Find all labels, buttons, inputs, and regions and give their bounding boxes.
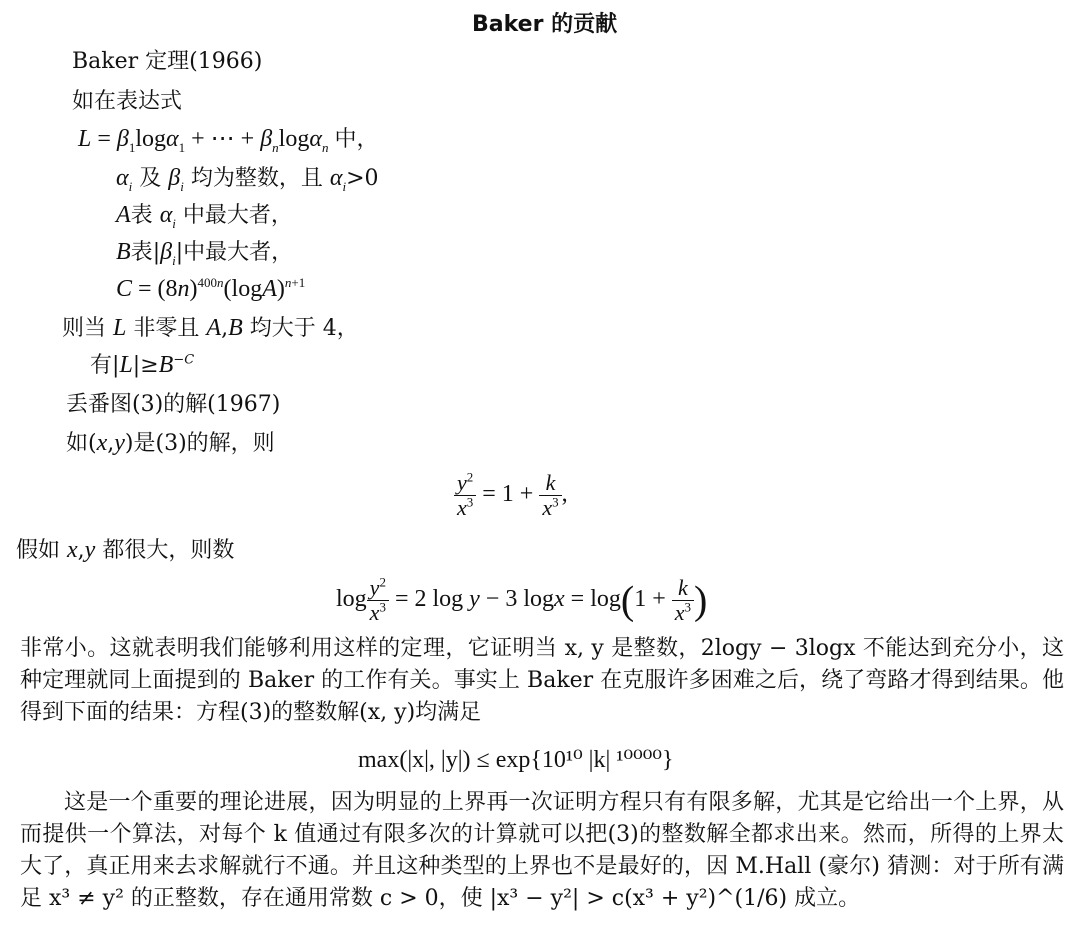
condition-integers: $\alpha_i$ 及 $\beta_i$ 均为整数，且 $\alpha_i>0$ [116, 165, 379, 194]
paragraph-progress: 这是一个重要的理论进展，因为明显的上界再一次证明方程只有有限多解，尤其是它给出一个上界，从而提供一个算法，对每个 k 值通过有限多次的计算就可以把(3)的整数解全都求出来。然而，所得的上界太大了，真正用来去求解就行不通。并且这种类型的上界也不是最好的，因 M.Hall (豪尔) 猜测：对于所有满足 x³ ≠ y² 的正整数，存在通用常数 c > 0，使 |x³ − y²| > c(x³ + y²)^(1/6) 成立。 [20, 790, 1064, 911]
cond3b-text: 中最大者， [183, 240, 294, 265]
condition-B: B表$|\beta_i|$中最大者， [116, 239, 294, 268]
equation-ratio: $\frac{y^2}{x^3}$ = 1 + $\frac{k}{x^3}$ , [454, 470, 568, 520]
conclusion: 有$|L|\ge B^{-C}$ [90, 352, 195, 378]
paragraph-small: 非常小。这就表明我们能够利用这样的定理，它证明当 x, y 是整数，2logy − 3logx 不能达到充分小，这种定理就同上面提到的 Baker 的工作有关。事实上 Baker 在克服许多困难之后，绕了弯路才得到结果。他得到下面的结果：方程(3)的整数解(x, y)均满足 [20, 636, 1064, 725]
suppose-line: 假如 x,y 都很大，则数 [16, 537, 235, 563]
formula-L: $L = \beta_1\log\alpha_1$ + ⋯ + $\beta_n\log\alpha_n$ 中， [78, 126, 379, 155]
formula-C: $C = (8n)^{400n}(\log A)^{n+1}$ [116, 275, 306, 302]
theorem-intro: 如在表达式 [72, 89, 183, 114]
zhong-text: 中， [334, 127, 379, 152]
equation-log: log $\frac{y^2}{x^3}$ = 2 log y − 3 logx = log(1 + $\frac{k}{x^3}$ ) [336, 574, 708, 625]
cond1-text: 均为整数，且 [190, 166, 323, 191]
diophantus-heading: 丢番图(3)的解(1967) [66, 392, 281, 417]
equation-bound: max(|x|, |y|) ≤ exp{10¹⁰ |k| ¹⁰⁰⁰⁰} [358, 747, 674, 773]
condition-A: A表 $\alpha_i$ 中最大者， [116, 202, 293, 231]
cond2b-text: 中最大者， [182, 203, 293, 228]
theorem-heading: Baker 定理(1966) [72, 49, 263, 74]
diophantus-intro: 如(x,y)是(3)的解，则 [66, 430, 275, 456]
page-title: Baker 的贡献 [472, 12, 618, 37]
cond3-text: 表 [130, 240, 153, 265]
condition-nonzero: 则当 L 非零且 A,B 均大于 4， [62, 315, 359, 341]
cond2-text: 表 [130, 203, 153, 228]
